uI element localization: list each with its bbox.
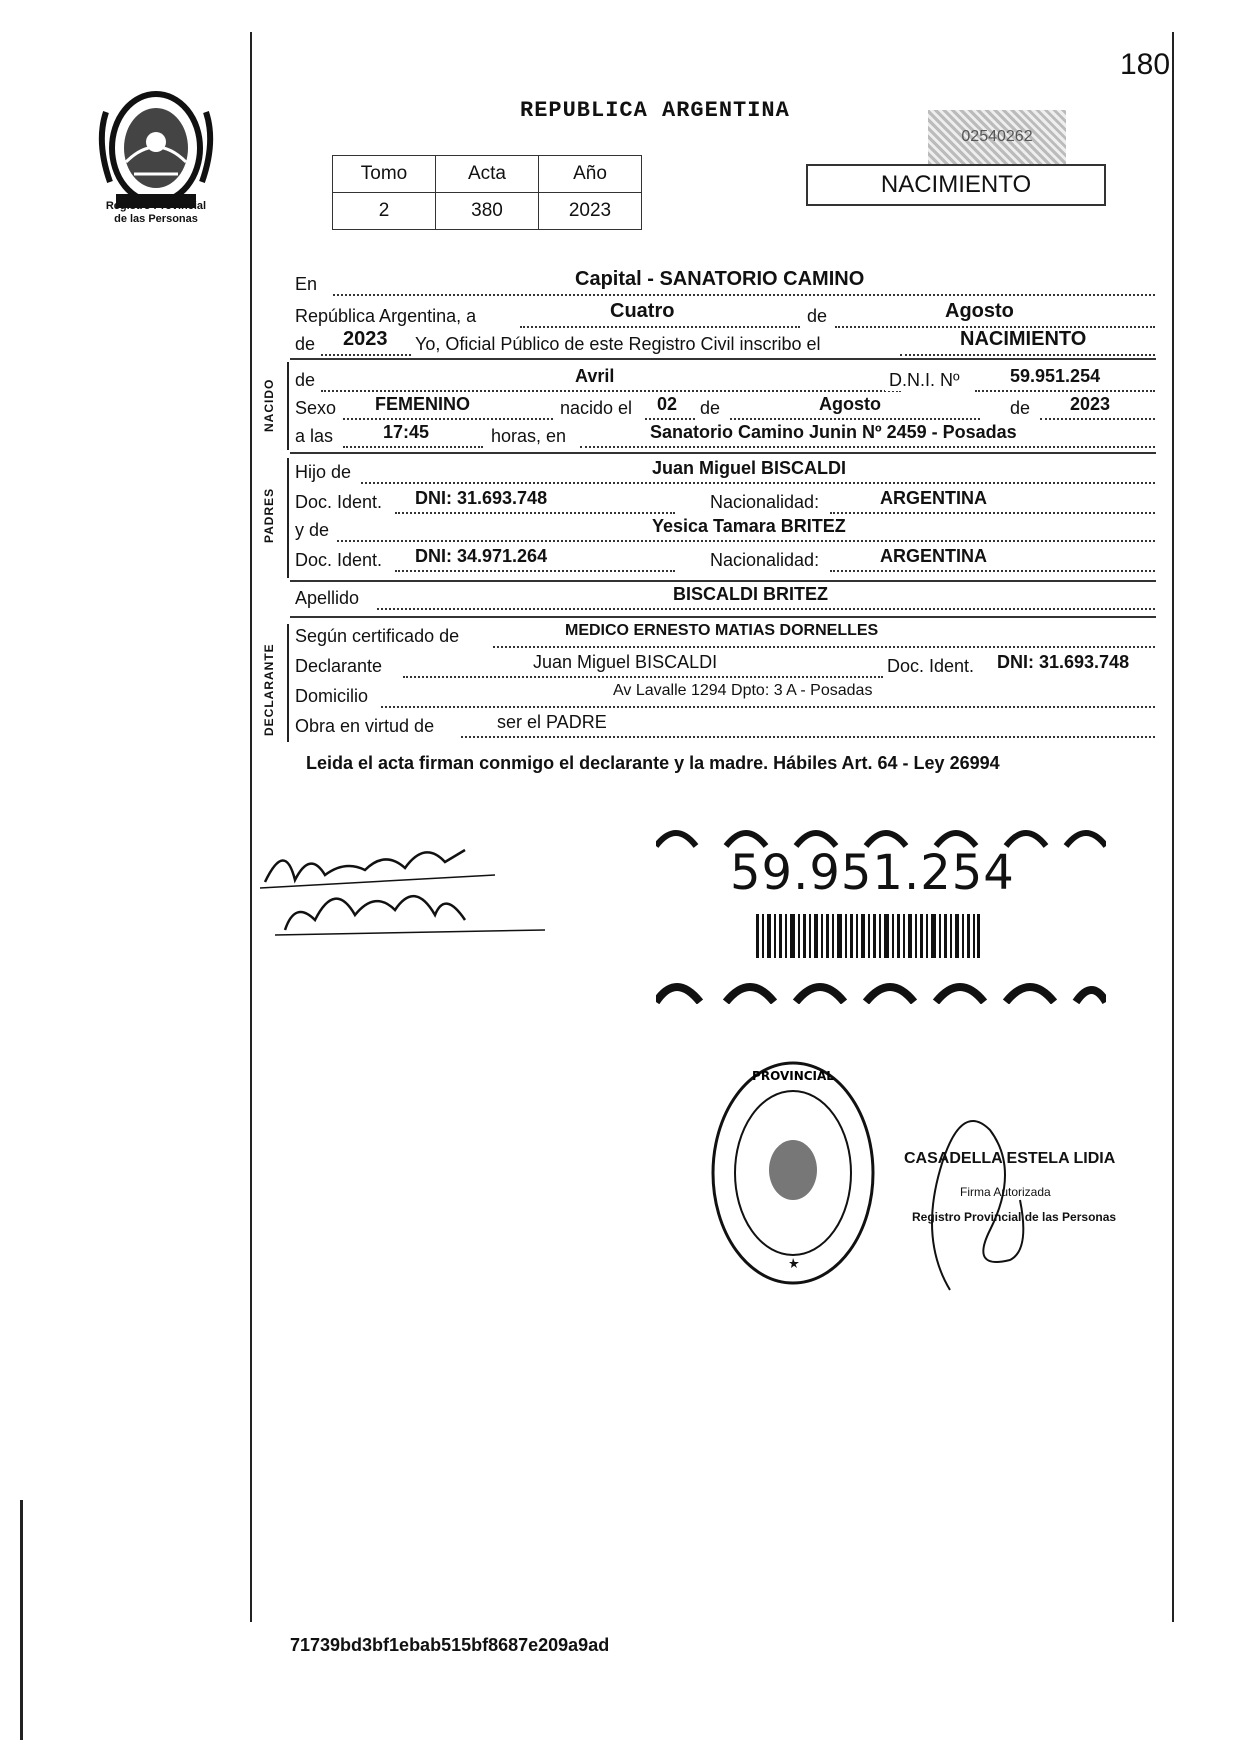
label-doc-padre: Doc. Ident. bbox=[295, 492, 383, 512]
value-nombre: Avril bbox=[575, 366, 615, 386]
section-divider bbox=[290, 580, 1156, 582]
dotted-line bbox=[395, 512, 675, 514]
dotted-line bbox=[730, 418, 980, 420]
row-apellido bbox=[295, 584, 1155, 610]
label-sexo: Sexo bbox=[295, 398, 337, 418]
caption-line-1: Registro Provincial bbox=[105, 200, 207, 212]
section-bar bbox=[287, 458, 289, 578]
label-nac-padre: Nacionalidad: bbox=[710, 492, 820, 512]
row-oficial bbox=[295, 330, 1155, 356]
dotted-line bbox=[381, 706, 1155, 708]
section-label-nacido: NACIDO bbox=[262, 378, 276, 432]
label-de-nacido: de bbox=[295, 370, 316, 390]
label-declarante: Declarante bbox=[295, 656, 383, 676]
section-divider bbox=[290, 358, 1156, 360]
section-divider bbox=[290, 616, 1156, 618]
label-oficial: Yo, Oficial Público de este Registro Civil inscribo el bbox=[415, 334, 821, 354]
row-padre bbox=[295, 458, 1155, 484]
dotted-line bbox=[830, 570, 1155, 572]
value-lugar: Capital - SANATORIO CAMINO bbox=[575, 268, 865, 290]
value-sexo: FEMENINO bbox=[375, 394, 471, 414]
section-bar bbox=[287, 624, 289, 742]
row-certificado bbox=[295, 622, 1155, 648]
label-certificado: Según certificado de bbox=[295, 626, 460, 646]
row-sexo bbox=[295, 394, 1155, 420]
dotted-line bbox=[461, 736, 1155, 738]
header-tomo: Tomo bbox=[333, 156, 436, 193]
dotted-line bbox=[830, 512, 1155, 514]
value-madre: Yesica Tamara BRITEZ bbox=[652, 516, 846, 536]
barcode bbox=[756, 914, 980, 958]
row-madre bbox=[295, 516, 1155, 542]
dotted-line bbox=[900, 354, 1155, 356]
row-republica bbox=[295, 302, 1155, 328]
label-de2: de bbox=[295, 334, 316, 354]
value-madre-doc: DNI: 34.971.264 bbox=[415, 546, 548, 566]
label-republica: República Argentina, a bbox=[295, 306, 477, 326]
value-anio-nac: 2023 bbox=[1070, 394, 1111, 414]
label-y-de: y de bbox=[295, 520, 330, 540]
label-obra: Obra en virtud de bbox=[295, 716, 435, 736]
row-obra bbox=[295, 712, 1155, 738]
value-obra: ser el PADRE bbox=[497, 712, 607, 732]
serial-stamp bbox=[928, 110, 1066, 164]
label-a-las: a las bbox=[295, 426, 334, 446]
dotted-line bbox=[343, 418, 553, 420]
document-type-box: NACIMIENTO bbox=[806, 164, 1106, 206]
value-mes: Agosto bbox=[945, 300, 1014, 322]
value-tomo: 2 bbox=[333, 193, 436, 230]
label-de-anio: de bbox=[1010, 398, 1031, 418]
row-en bbox=[295, 270, 1155, 296]
handwritten-signatures bbox=[255, 820, 555, 950]
value-anio: 2023 bbox=[539, 193, 642, 230]
dotted-line bbox=[337, 540, 1155, 542]
dotted-line bbox=[1040, 418, 1155, 420]
row-hora bbox=[295, 422, 1155, 448]
label-nacido-el: nacido el bbox=[560, 398, 633, 418]
dotted-line bbox=[645, 418, 695, 420]
dotted-line bbox=[321, 354, 411, 356]
dotted-line bbox=[395, 570, 675, 572]
value-madre-nac: ARGENTINA bbox=[880, 546, 987, 566]
security-pattern-top bbox=[656, 820, 1106, 848]
label-horas-en: horas, en bbox=[491, 426, 567, 446]
section-label-declarante: DECLARANTE bbox=[262, 643, 276, 736]
value-declarante: Juan Miguel BISCALDI bbox=[533, 652, 718, 672]
dotted-line bbox=[580, 446, 1155, 448]
official-seal bbox=[708, 1058, 878, 1288]
label-apellido: Apellido bbox=[295, 588, 360, 608]
left-margin-line bbox=[250, 32, 252, 1622]
dotted-line bbox=[377, 608, 1155, 610]
header-acta: Acta bbox=[436, 156, 539, 193]
value-padre-doc: DNI: 31.693.748 bbox=[415, 488, 548, 508]
officer-org: Registro Provincial de las Personas bbox=[912, 1210, 1117, 1224]
value-doc-declarante: DNI: 31.693.748 bbox=[997, 652, 1130, 672]
page-number: 180 bbox=[1120, 48, 1171, 81]
security-pattern-bottom bbox=[656, 968, 1106, 1004]
dotted-line bbox=[520, 326, 800, 328]
section-bar bbox=[287, 362, 289, 450]
dotted-line bbox=[343, 446, 483, 448]
label-hijo-de: Hijo de bbox=[295, 462, 352, 482]
dotted-line bbox=[333, 294, 1155, 296]
label-doc-declarante: Doc. Ident. bbox=[887, 656, 975, 676]
value-dia: Cuatro bbox=[610, 300, 675, 322]
dotted-line bbox=[975, 390, 1155, 392]
row-padre-doc bbox=[295, 488, 1155, 514]
value-anio-acta: 2023 bbox=[343, 328, 388, 350]
registry-caption bbox=[84, 200, 228, 226]
serial-stamp-text: 02540262 bbox=[961, 128, 1033, 145]
document-title: REPUBLICA ARGENTINA bbox=[520, 98, 790, 123]
closing-statement: Leida el acta firman conmigo el declarante y la madre. Hábiles Art. 64 - Ley 26994 bbox=[306, 753, 1000, 773]
officer-name: CASADELLA ESTELA LIDIA bbox=[904, 1150, 1116, 1167]
record-table bbox=[332, 155, 642, 230]
dotted-line bbox=[493, 646, 1155, 648]
value-dni: 59.951.254 bbox=[1010, 366, 1101, 386]
record-value-row bbox=[333, 193, 642, 230]
value-padre: Juan Miguel BISCALDI bbox=[652, 458, 847, 478]
section-divider bbox=[290, 452, 1156, 454]
label-nac-madre: Nacionalidad: bbox=[710, 550, 820, 570]
value-lugar-nac: Sanatorio Camino Junin Nº 2459 - Posadas bbox=[650, 422, 1017, 442]
row-nombre bbox=[295, 366, 1155, 392]
header-anio: Año bbox=[539, 156, 642, 193]
row-declarante bbox=[295, 652, 1155, 678]
right-margin-line bbox=[1172, 32, 1174, 1622]
value-hora: 17:45 bbox=[383, 422, 430, 442]
dotted-line bbox=[361, 482, 1155, 484]
svg-text:PROVINCIAL: PROVINCIAL bbox=[752, 1069, 834, 1083]
value-apellido: BISCALDI BRITEZ bbox=[673, 584, 828, 604]
document-hash: 71739bd3bf1ebab515bf8687e209a9ad bbox=[290, 1635, 610, 1655]
label-en: En bbox=[295, 274, 318, 294]
value-acta: 380 bbox=[436, 193, 539, 230]
caption-line-2: de las Personas bbox=[114, 213, 198, 225]
record-header-row bbox=[333, 156, 642, 193]
value-padre-nac: ARGENTINA bbox=[880, 488, 987, 508]
barcode-number: 59.951.254 bbox=[730, 845, 1015, 901]
scan-edge-line bbox=[20, 1500, 23, 1740]
label-de-mes: de bbox=[700, 398, 721, 418]
value-dia-nac: 02 bbox=[657, 394, 678, 414]
label-dni: D.N.I. Nº bbox=[885, 370, 964, 391]
value-mes-nac: Agosto bbox=[819, 394, 881, 414]
section-label-padres: PADRES bbox=[262, 487, 276, 543]
row-domicilio bbox=[295, 682, 1155, 708]
row-madre-doc bbox=[295, 546, 1155, 572]
label-domicilio: Domicilio bbox=[295, 686, 369, 706]
dotted-line bbox=[321, 390, 901, 392]
value-domicilio: Av Lavalle 1294 Dpto: 3 A - Posadas bbox=[613, 682, 873, 699]
value-certificado: MEDICO ERNESTO MATIAS DORNELLES bbox=[565, 622, 879, 639]
label-doc-madre: Doc. Ident. bbox=[295, 550, 383, 570]
value-tipo: NACIMIENTO bbox=[960, 328, 1087, 350]
label-de: de bbox=[807, 306, 828, 326]
officer-role: Firma Autorizada bbox=[960, 1185, 1051, 1199]
dotted-line bbox=[403, 676, 883, 678]
